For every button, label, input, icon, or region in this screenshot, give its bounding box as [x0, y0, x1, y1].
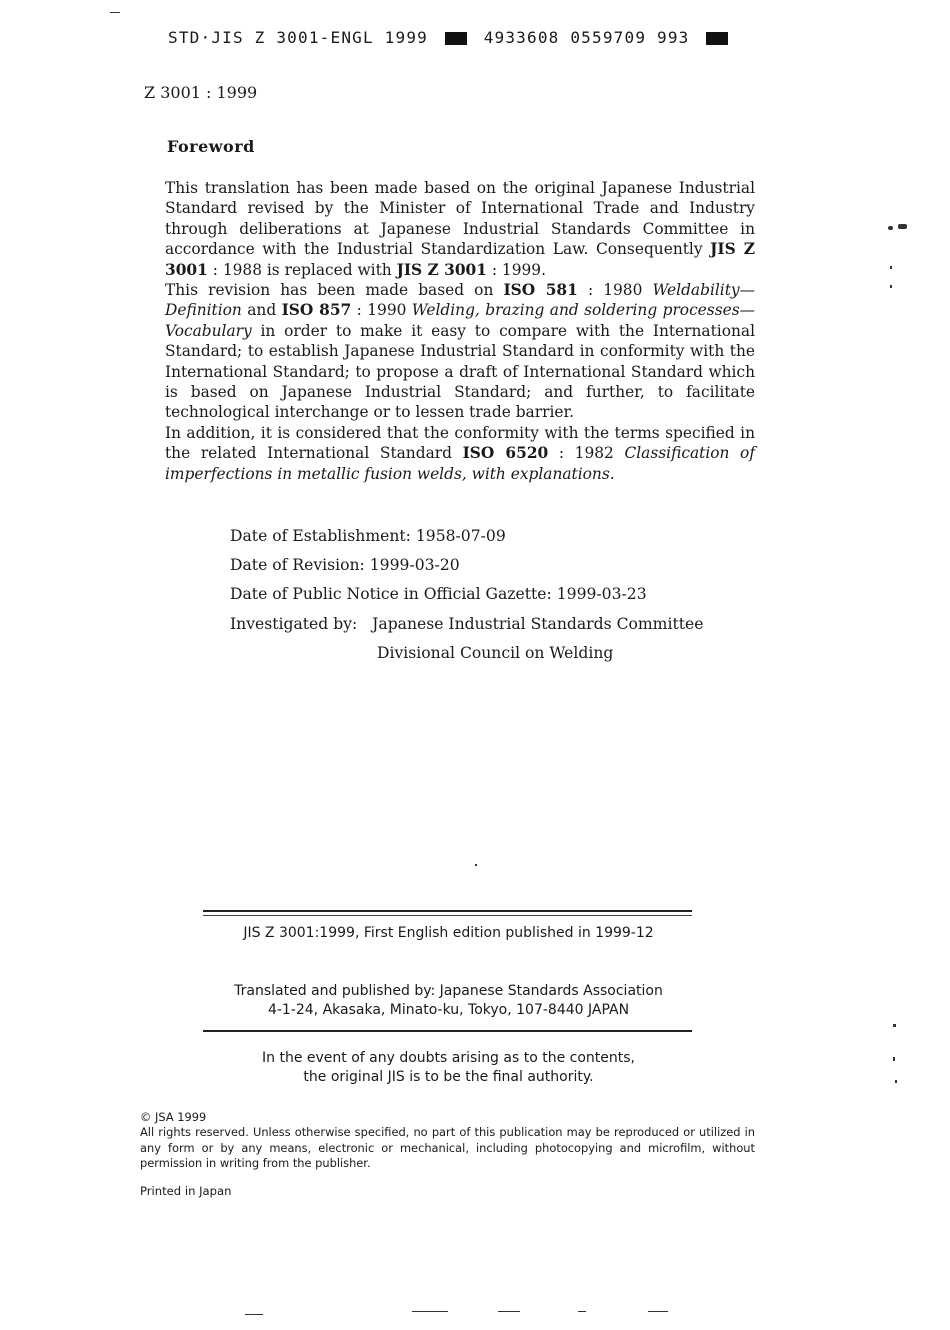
- scan-speck: [890, 266, 892, 269]
- redaction-block-1: [445, 32, 467, 45]
- text-run: This revision has been made based on: [165, 281, 504, 300]
- date-establishment: Date of Establishment: 1958-07-09: [230, 527, 506, 545]
- text-run: : 1988 is replaced with: [207, 260, 397, 279]
- investigated-committee: Japanese Industrial Standards Committee: [372, 614, 704, 633]
- investigated-label: Investigated by:: [230, 614, 358, 633]
- authority-line-1: In the event of any doubts arising as to the contents,: [262, 1050, 635, 1066]
- std-ref: JIS Z 3001: [165, 240, 755, 279]
- divider-top-thin: [203, 915, 692, 916]
- copyright-line: © JSA 1999: [140, 1110, 207, 1124]
- date-revision: Date of Revision: 1999-03-20: [230, 556, 460, 575]
- scan-speck: [890, 285, 892, 288]
- text-run: : 1982: [548, 444, 625, 463]
- scan-speck: [898, 224, 907, 229]
- scan-speck: [648, 1311, 668, 1312]
- scan-speck: [475, 864, 477, 866]
- scan-speck: [498, 1311, 520, 1312]
- authority-line-2: the original JIS is to be the final authority.: [303, 1069, 594, 1085]
- header-code-part1: STD·JIS Z 3001-ENGL 1999: [168, 28, 428, 47]
- document-id: Z 3001 : 1999: [144, 83, 258, 102]
- std-title: Weldability—Definition: [165, 281, 755, 320]
- date-public-notice: Date of Public Notice in Official Gazette: 1999-03-23: [230, 585, 647, 604]
- investigated-by: [230, 610, 703, 639]
- text-run: This translation has been made based on the original Japanese Industrial Standard revised by the Minister of International Trade and Industry through deliberations at Japanese Industrial Standards Committee in accordance with the Industrial Standardization Law. Consequently: [165, 179, 755, 259]
- copyright-block: [140, 1110, 755, 1172]
- foreword-body: [165, 178, 755, 484]
- authority-note: [205, 1049, 692, 1087]
- investigated-council: Divisional Council on Welding: [377, 643, 614, 662]
- std-ref: ISO 857: [281, 301, 352, 320]
- text-run: In addition, it is considered that the conformity with the terms specified in the related International Standard: [165, 423, 755, 463]
- redaction-block-2: [706, 32, 728, 45]
- publisher-block: [205, 982, 692, 1020]
- std-title: Classification of imperfections in metallic fusion welds, with explanations: [165, 444, 756, 483]
- scan-speck: [893, 1057, 895, 1061]
- foreword-paragraph-2: [165, 280, 755, 423]
- scan-speck: [893, 1024, 896, 1027]
- scan-speck: [888, 226, 893, 230]
- text-run: and: [241, 301, 282, 320]
- scan-speck: [578, 1311, 586, 1312]
- foreword-title: Foreword: [167, 137, 255, 156]
- std-ref: ISO 581: [503, 281, 578, 300]
- text-run: : 1999.: [486, 260, 546, 279]
- divider-bottom: [203, 1030, 692, 1032]
- foreword-paragraph-1: [165, 178, 755, 280]
- text-run: .: [609, 464, 615, 483]
- printed-in: Printed in Japan: [140, 1184, 232, 1198]
- edition-line: JIS Z 3001:1999, First English edition published in 1999-12: [243, 925, 654, 941]
- std-ref: JIS Z 3001: [396, 260, 487, 279]
- header-code-part2: 4933608 0559709 993: [483, 28, 690, 47]
- scan-speck: [412, 1311, 448, 1312]
- publisher-line-1: Translated and published by: Japanese Standards Association: [234, 983, 663, 999]
- scan-speck: [110, 12, 120, 13]
- std-title: Welding, brazing and soldering processes—Vocabulary: [165, 301, 755, 340]
- scan-speck: [895, 1080, 897, 1083]
- text-run: in order to make it easy to compare with the International Standard; to establish Japanese Industrial Standard in conformity with the International Standard; to propose a draft of International Standard which is based on Japanese Industrial Standard; and further, to facilitate technological interchange or to lessen trade barrier.: [165, 321, 755, 422]
- document-header-code: [168, 25, 748, 51]
- text-run: : 1990: [351, 301, 412, 320]
- divider-top: [203, 910, 692, 912]
- publisher-line-2: 4-1-24, Akasaka, Minato-ku, Tokyo, 107-8440 JAPAN: [267, 1002, 630, 1018]
- std-ref: ISO 6520: [462, 444, 549, 463]
- foreword-paragraph-3: [165, 423, 755, 484]
- copyright-text: All rights reserved. Unless otherwise specified, no part of this publication may be reproduced or utilized in any form or by any means, electronic or mechanical, including photocopying and microfilm, without permission in writing from the publisher.: [140, 1125, 755, 1171]
- text-run: : 1980: [577, 281, 653, 300]
- scan-speck: [245, 1314, 263, 1315]
- dates-block: [230, 522, 703, 668]
